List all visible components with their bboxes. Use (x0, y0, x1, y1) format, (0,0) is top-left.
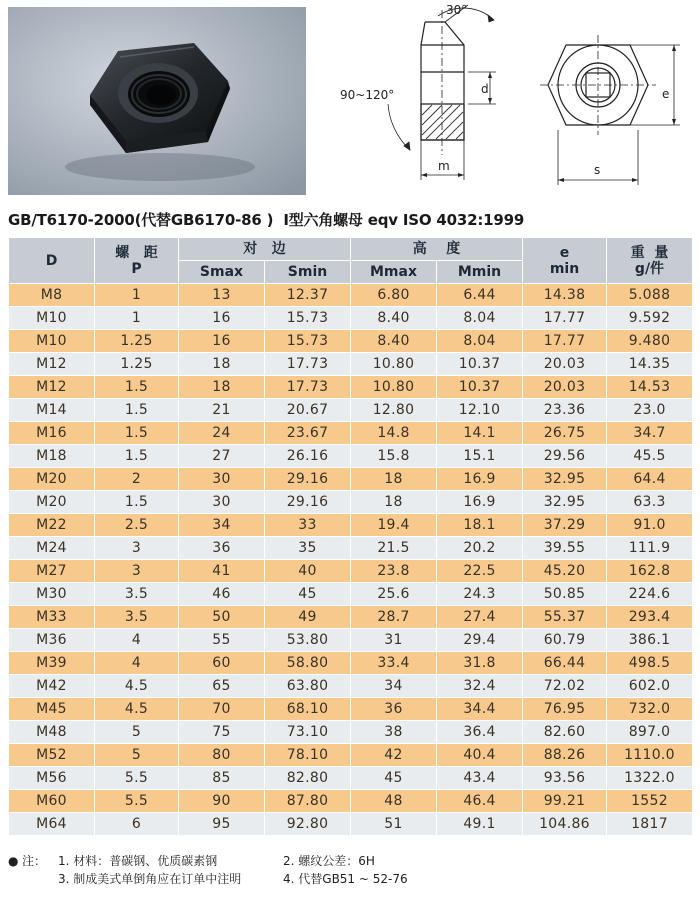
cell-mmax: 36 (351, 698, 437, 721)
spec-table-body (9, 284, 693, 836)
cell-smax: 95 (179, 813, 265, 836)
notes-bullet: ● (8, 854, 19, 868)
cell-mmin: 31.8 (437, 652, 523, 675)
cell-smax: 30 (179, 491, 265, 514)
cell-smax: 24 (179, 422, 265, 445)
cell-pitch: 1 (95, 307, 179, 330)
cell-smin: 15.73 (265, 330, 351, 353)
cell-mmin: 32.4 (437, 675, 523, 698)
e-header-label: e (559, 244, 570, 261)
cell-e: 82.60 (523, 721, 607, 744)
dim-s-label: s (594, 163, 601, 177)
dim-m-label: m (438, 159, 450, 173)
table-row (9, 560, 693, 583)
table-row (9, 698, 693, 721)
cell-mmax: 45 (351, 767, 437, 790)
table-row (9, 790, 693, 813)
table-row (9, 652, 693, 675)
table-row (9, 353, 693, 376)
cell-mmin: 8.04 (437, 307, 523, 330)
cell-mmin: 36.4 (437, 721, 523, 744)
table-row (9, 744, 693, 767)
cell-d: M14 (9, 399, 95, 422)
page-title: GB/T6170-2000(代替GB6170-86 ) Ⅰ型六角螺母 eqv ISO 4032:1999 (8, 211, 525, 229)
e-header-unit: min (549, 260, 580, 277)
cell-e: 37.29 (523, 514, 607, 537)
cell-mmax: 51 (351, 813, 437, 836)
table-row (9, 307, 693, 330)
cell-e: 55.37 (523, 606, 607, 629)
cell-weight: 224.6 (607, 583, 693, 606)
note-item: 2. 螺纹公差：6H (283, 854, 375, 868)
cell-e: 29.56 (523, 445, 607, 468)
cell-pitch: 5.5 (95, 790, 179, 813)
cell-e: 76.95 (523, 698, 607, 721)
cell-smin: 68.10 (265, 698, 351, 721)
cell-smin: 29.16 (265, 468, 351, 491)
cell-smax: 21 (179, 399, 265, 422)
cell-mmin: 20.2 (437, 537, 523, 560)
cell-e: 17.77 (523, 307, 607, 330)
cell-mmin: 40.4 (437, 744, 523, 767)
cell-e: 32.95 (523, 468, 607, 491)
cell-smin: 63.80 (265, 675, 351, 698)
cell-e: 20.03 (523, 376, 607, 399)
cell-smin: 49 (265, 606, 351, 629)
cell-e: 88.26 (523, 744, 607, 767)
cell-mmax: 23.8 (351, 560, 437, 583)
note-item: 3. 制成美式单倒角应在订单中注明 (58, 872, 242, 886)
cell-pitch: 1.5 (95, 422, 179, 445)
cell-smin: 58.80 (265, 652, 351, 675)
cell-mmax: 18 (351, 468, 437, 491)
cell-smin: 87.80 (265, 790, 351, 813)
cell-e: 14.38 (523, 284, 607, 307)
cell-e: 32.95 (523, 491, 607, 514)
cell-e: 60.79 (523, 629, 607, 652)
note-item: 1. 材料：普碳钢、优质碳素钢 (58, 854, 218, 868)
cell-mmin: 15.1 (437, 445, 523, 468)
cell-d: M10 (9, 330, 95, 353)
cell-weight: 111.9 (607, 537, 693, 560)
table-row (9, 514, 693, 537)
cell-mmax: 6.80 (351, 284, 437, 307)
cell-pitch: 3.5 (95, 606, 179, 629)
cell-mmin: 10.37 (437, 376, 523, 399)
angle-top-label: 30° (446, 3, 468, 17)
table-row (9, 468, 693, 491)
table-row (9, 376, 693, 399)
cell-pitch: 3.5 (95, 583, 179, 606)
cell-pitch: 1.5 (95, 491, 179, 514)
cell-smax: 65 (179, 675, 265, 698)
table-row (9, 330, 693, 353)
cell-mmin: 8.04 (437, 330, 523, 353)
cell-e: 26.75 (523, 422, 607, 445)
cell-mmax: 38 (351, 721, 437, 744)
cell-weight: 602.0 (607, 675, 693, 698)
cell-e: 93.56 (523, 767, 607, 790)
cell-smin: 82.80 (265, 767, 351, 790)
cell-weight: 45.5 (607, 445, 693, 468)
cell-d: M45 (9, 698, 95, 721)
cell-weight: 14.53 (607, 376, 693, 399)
cell-smin: 12.37 (265, 284, 351, 307)
cell-mmin: 27.4 (437, 606, 523, 629)
table-row (9, 399, 693, 422)
cell-smin: 23.67 (265, 422, 351, 445)
cell-e: 66.44 (523, 652, 607, 675)
cell-smin: 78.10 (265, 744, 351, 767)
cell-smax: 85 (179, 767, 265, 790)
cell-smin: 17.73 (265, 376, 351, 399)
cell-smax: 75 (179, 721, 265, 744)
cell-pitch: 5 (95, 721, 179, 744)
col-pitch-header (95, 238, 179, 284)
cell-smax: 16 (179, 330, 265, 353)
cell-mmax: 34 (351, 675, 437, 698)
cell-d: M20 (9, 468, 95, 491)
cell-mmax: 31 (351, 629, 437, 652)
cell-pitch: 2.5 (95, 514, 179, 537)
hatch-section (422, 105, 463, 139)
table-row (9, 629, 693, 652)
cell-mmin: 6.44 (437, 284, 523, 307)
cell-weight: 1110.0 (607, 744, 693, 767)
col-smin-header: Smin (265, 261, 351, 284)
cell-d: M18 (9, 445, 95, 468)
table-row (9, 813, 693, 836)
cell-smax: 41 (179, 560, 265, 583)
cell-d: M33 (9, 606, 95, 629)
cell-d: M12 (9, 376, 95, 399)
cell-e: 50.85 (523, 583, 607, 606)
cell-d: M12 (9, 353, 95, 376)
cell-d: M42 (9, 675, 95, 698)
table-row (9, 767, 693, 790)
cell-mmin: 18.1 (437, 514, 523, 537)
cell-e: 39.55 (523, 537, 607, 560)
table-row (9, 606, 693, 629)
cell-pitch: 1.25 (95, 330, 179, 353)
cell-smin: 26.16 (265, 445, 351, 468)
cell-mmin: 12.10 (437, 399, 523, 422)
cell-d: M48 (9, 721, 95, 744)
table-row (9, 445, 693, 468)
cell-smax: 50 (179, 606, 265, 629)
cell-weight: 5.088 (607, 284, 693, 307)
table-row (9, 537, 693, 560)
hex-nut-image (8, 7, 306, 195)
angle-side-label: 90~120° (340, 88, 395, 102)
cell-weight: 162.8 (607, 560, 693, 583)
cell-weight: 498.5 (607, 652, 693, 675)
cell-smax: 13 (179, 284, 265, 307)
notes-label: 注： (22, 854, 47, 868)
cell-smax: 16 (179, 307, 265, 330)
cell-pitch: 4 (95, 629, 179, 652)
col-smax-header: Smax (179, 261, 265, 284)
col-weight-header (607, 238, 693, 284)
cell-weight: 897.0 (607, 721, 693, 744)
cell-mmin: 43.4 (437, 767, 523, 790)
cell-pitch: 5 (95, 744, 179, 767)
cell-mmax: 21.5 (351, 537, 437, 560)
col-mmin-header: Mmin (437, 261, 523, 284)
cell-e: 23.36 (523, 399, 607, 422)
cell-d: M27 (9, 560, 95, 583)
col-e-header (523, 238, 607, 284)
cell-d: M20 (9, 491, 95, 514)
cell-smin: 29.16 (265, 491, 351, 514)
cell-mmax: 42 (351, 744, 437, 767)
cell-mmax: 8.40 (351, 307, 437, 330)
cell-mmax: 18 (351, 491, 437, 514)
cell-mmin: 14.1 (437, 422, 523, 445)
cell-smax: 18 (179, 376, 265, 399)
cell-smax: 34 (179, 514, 265, 537)
cell-e: 17.77 (523, 330, 607, 353)
col-across-flats-header: 对 边 (179, 238, 351, 261)
table-row (9, 583, 693, 606)
cell-weight: 9.480 (607, 330, 693, 353)
cell-mmax: 10.80 (351, 353, 437, 376)
cell-pitch: 1.5 (95, 445, 179, 468)
cell-e: 72.02 (523, 675, 607, 698)
spec-table (8, 237, 693, 836)
cell-mmin: 34.4 (437, 698, 523, 721)
hex-nut-photo (8, 7, 306, 195)
cell-smin: 33 (265, 514, 351, 537)
product-header (0, 0, 700, 200)
cell-mmax: 33.4 (351, 652, 437, 675)
cell-smax: 18 (179, 353, 265, 376)
cell-mmax: 15.8 (351, 445, 437, 468)
cell-e: 20.03 (523, 353, 607, 376)
cell-smin: 17.73 (265, 353, 351, 376)
col-height-header: 高 度 (351, 238, 523, 261)
cell-smax: 80 (179, 744, 265, 767)
cell-weight: 63.3 (607, 491, 693, 514)
cell-d: M10 (9, 307, 95, 330)
cell-pitch: 2 (95, 468, 179, 491)
cell-mmax: 14.8 (351, 422, 437, 445)
cell-smin: 20.67 (265, 399, 351, 422)
col-d-header: D (9, 238, 95, 284)
cell-weight: 1817 (607, 813, 693, 836)
cell-e: 45.20 (523, 560, 607, 583)
cell-pitch: 3 (95, 560, 179, 583)
cell-weight: 64.4 (607, 468, 693, 491)
cell-d: M8 (9, 284, 95, 307)
cell-pitch: 4.5 (95, 698, 179, 721)
cell-smax: 30 (179, 468, 265, 491)
col-mmax-header: Mmax (351, 261, 437, 284)
cell-mmax: 8.40 (351, 330, 437, 353)
cell-smin: 40 (265, 560, 351, 583)
weight-header-unit: g/件 (634, 260, 665, 277)
cell-d: M16 (9, 422, 95, 445)
cell-mmin: 29.4 (437, 629, 523, 652)
cell-smax: 90 (179, 790, 265, 813)
cell-mmax: 10.80 (351, 376, 437, 399)
table-row (9, 422, 693, 445)
cell-weight: 14.35 (607, 353, 693, 376)
cell-pitch: 3 (95, 537, 179, 560)
cell-mmin: 10.37 (437, 353, 523, 376)
cell-pitch: 4 (95, 652, 179, 675)
cell-mmax: 12.80 (351, 399, 437, 422)
cell-weight: 9.592 (607, 307, 693, 330)
cell-d: M39 (9, 652, 95, 675)
cell-smin: 35 (265, 537, 351, 560)
cell-mmax: 19.4 (351, 514, 437, 537)
cell-pitch: 4.5 (95, 675, 179, 698)
cell-smax: 46 (179, 583, 265, 606)
table-row (9, 675, 693, 698)
cell-smax: 27 (179, 445, 265, 468)
cell-d: M60 (9, 790, 95, 813)
cell-smin: 92.80 (265, 813, 351, 836)
cell-smin: 53.80 (265, 629, 351, 652)
cell-smin: 73.10 (265, 721, 351, 744)
cell-weight: 91.0 (607, 514, 693, 537)
cell-pitch: 6 (95, 813, 179, 836)
pitch-header-unit: P (131, 260, 142, 277)
cell-pitch: 1.5 (95, 376, 179, 399)
nut-dimension-diagram (318, 0, 700, 200)
cell-mmin: 16.9 (437, 491, 523, 514)
cell-pitch: 5.5 (95, 767, 179, 790)
cell-e: 104.86 (523, 813, 607, 836)
cell-weight: 732.0 (607, 698, 693, 721)
cell-mmax: 48 (351, 790, 437, 813)
cell-smax: 70 (179, 698, 265, 721)
pitch-header-label: 螺 距 (115, 244, 158, 261)
cell-mmin: 24.3 (437, 583, 523, 606)
cell-e: 99.21 (523, 790, 607, 813)
dim-e-label: e (662, 87, 670, 101)
cell-d: M56 (9, 767, 95, 790)
cell-pitch: 1.25 (95, 353, 179, 376)
cell-weight: 34.7 (607, 422, 693, 445)
cell-d: M24 (9, 537, 95, 560)
weight-header-label: 重 量 (630, 244, 669, 261)
cell-smax: 36 (179, 537, 265, 560)
cell-weight: 386.1 (607, 629, 693, 652)
cell-pitch: 1 (95, 284, 179, 307)
cell-mmin: 16.9 (437, 468, 523, 491)
cell-pitch: 1.5 (95, 399, 179, 422)
cell-mmin: 49.1 (437, 813, 523, 836)
table-row (9, 721, 693, 744)
cell-d: M64 (9, 813, 95, 836)
cell-mmax: 25.6 (351, 583, 437, 606)
cell-smax: 60 (179, 652, 265, 675)
technical-drawing (318, 0, 700, 200)
cell-mmin: 46.4 (437, 790, 523, 813)
cell-smax: 55 (179, 629, 265, 652)
cell-mmin: 22.5 (437, 560, 523, 583)
cell-smin: 15.73 (265, 307, 351, 330)
cell-d: M30 (9, 583, 95, 606)
cell-weight: 1552 (607, 790, 693, 813)
note-item: 4. 代替GB51 ~ 52-76 (283, 872, 408, 886)
cell-mmax: 28.7 (351, 606, 437, 629)
cell-d: M52 (9, 744, 95, 767)
cell-d: M22 (9, 514, 95, 537)
cell-weight: 293.4 (607, 606, 693, 629)
cell-weight: 1322.0 (607, 767, 693, 790)
table-row (9, 491, 693, 514)
cell-d: M36 (9, 629, 95, 652)
table-row (9, 284, 693, 307)
dim-d-label: d (481, 82, 489, 96)
cell-smin: 45 (265, 583, 351, 606)
cell-weight: 23.0 (607, 399, 693, 422)
